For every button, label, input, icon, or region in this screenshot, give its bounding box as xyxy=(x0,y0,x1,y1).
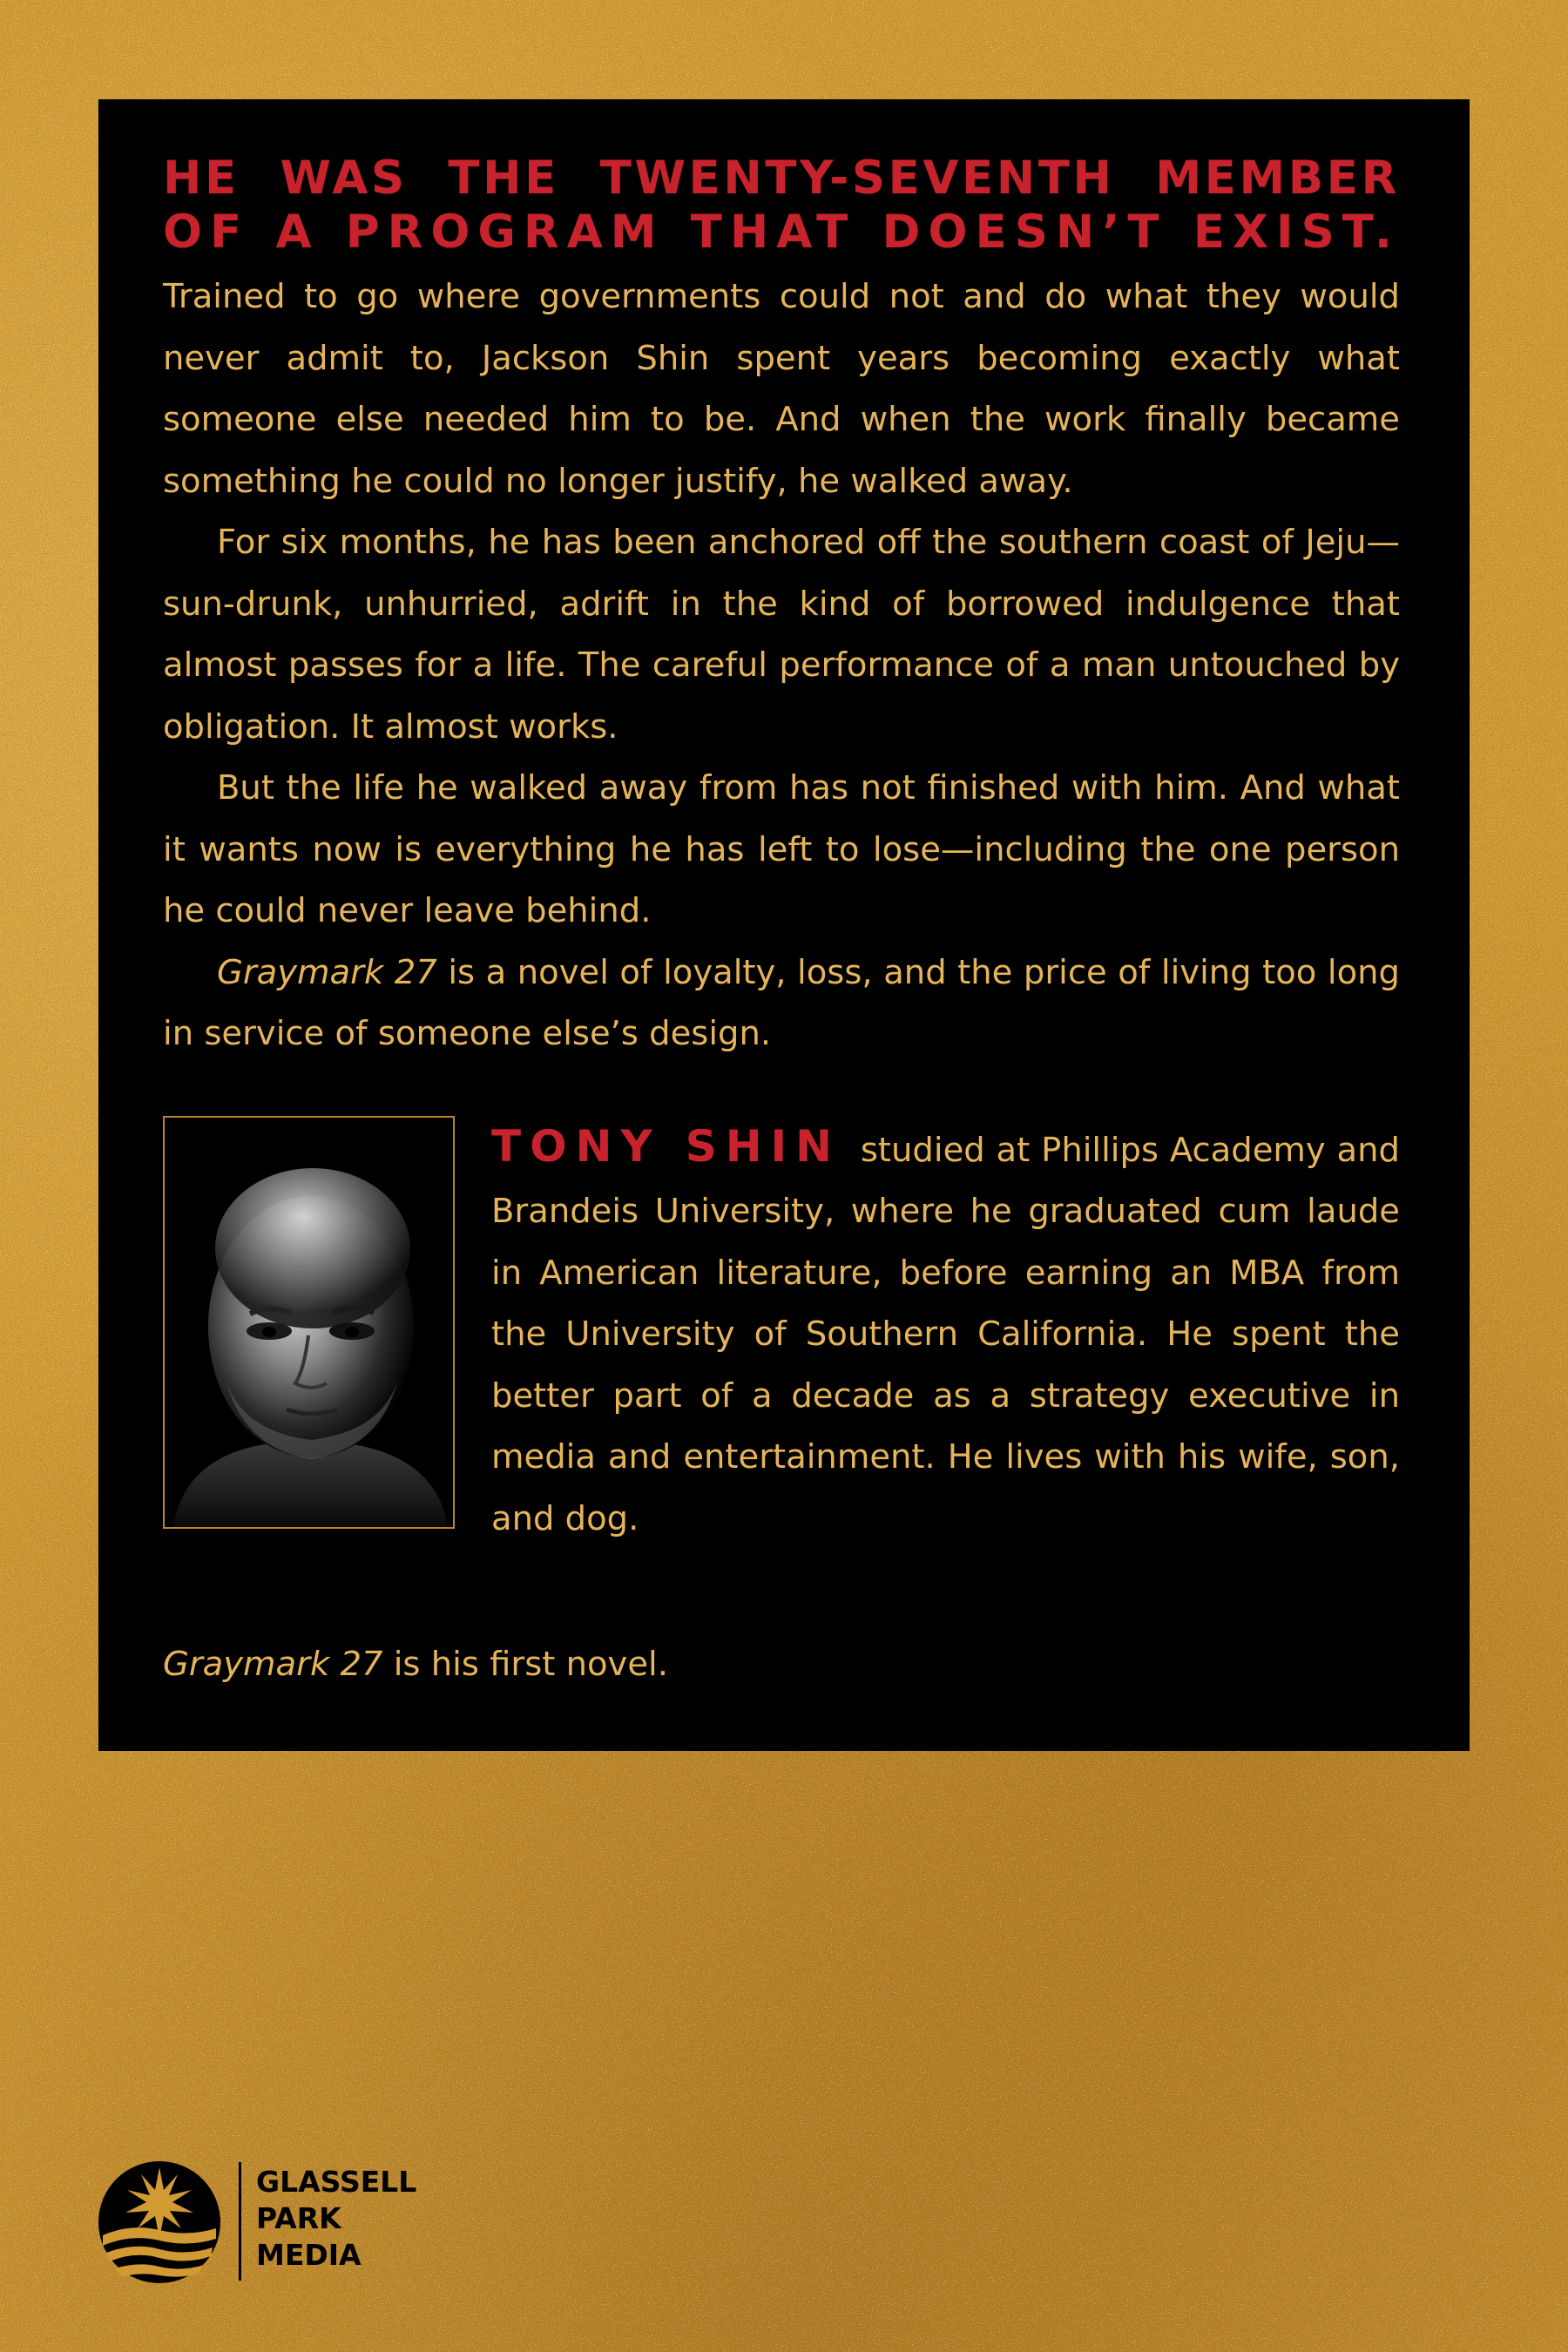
back-cover-panel xyxy=(98,99,1470,1751)
headline-line-1: HE WAS THE TWENTY-SEVENTH MEMBER xyxy=(163,152,1400,205)
synopsis-paragraph-3: But the life he walked away from has not finished with him. And what it wants now is everything he has left to lose—including the one person he could never leave behind. xyxy=(163,768,1400,930)
headline-line-2: OF A PROGRAM THAT DOESN’T EXIST. xyxy=(163,206,1400,259)
publisher-logo xyxy=(96,2159,462,2286)
headline xyxy=(163,152,1400,260)
synopsis-paragraph-4-text: is a novel of loyalty, loss, and the price of living too long in service of someone else’s design. xyxy=(163,952,1400,1053)
star-over-hills-logo xyxy=(96,2159,223,2286)
author-name: TONY SHIN xyxy=(491,1120,841,1172)
author-bio-text: studied at Phillips Academy and Brandeis University, where he graduated cum laude in American literature, before earning an MBA from the University of Southern California. He spent the better part of a decade as a strategy executive in media and entertainment. He lives with his wife, son, and dog. xyxy=(491,1130,1400,1538)
synopsis xyxy=(163,267,1400,1065)
first-novel-title: Graymark 27 xyxy=(163,1645,383,1684)
first-novel-text: is his first novel. xyxy=(382,1645,668,1684)
logo-divider xyxy=(239,2162,241,2281)
synopsis-paragraph-1: Trained to go where governments could not and do what they would never admit to, Jackson Shin spent years becoming exactly what someone else needed him to be. And when the work finally became something he could no longer justify, he walked away. xyxy=(163,277,1400,501)
book-title: Graymark 27 xyxy=(217,952,437,992)
publisher-name-line-3: MEDIA xyxy=(256,2238,362,2272)
author-photo xyxy=(163,1116,455,1529)
author-bio-section xyxy=(163,1116,1400,1538)
synopsis-paragraph-2: For six months, he has been anchored off the southern coast of Jeju—sun-drunk, unhurried, adrift in the kind of borrowed indulgence that almost passes for a life. The careful performance of a man untouched by obligation. It almost works. xyxy=(163,523,1400,747)
first-novel-note xyxy=(163,1634,668,1695)
publisher-name-line-2: PARK xyxy=(256,2201,341,2235)
author-bio xyxy=(491,1116,1400,1551)
synopsis-paragraph-4 xyxy=(163,943,1400,1065)
author-portrait-photo xyxy=(165,1118,453,1527)
publisher-name-line-1: GLASSELL xyxy=(256,2165,417,2199)
publisher-name xyxy=(256,2164,416,2274)
